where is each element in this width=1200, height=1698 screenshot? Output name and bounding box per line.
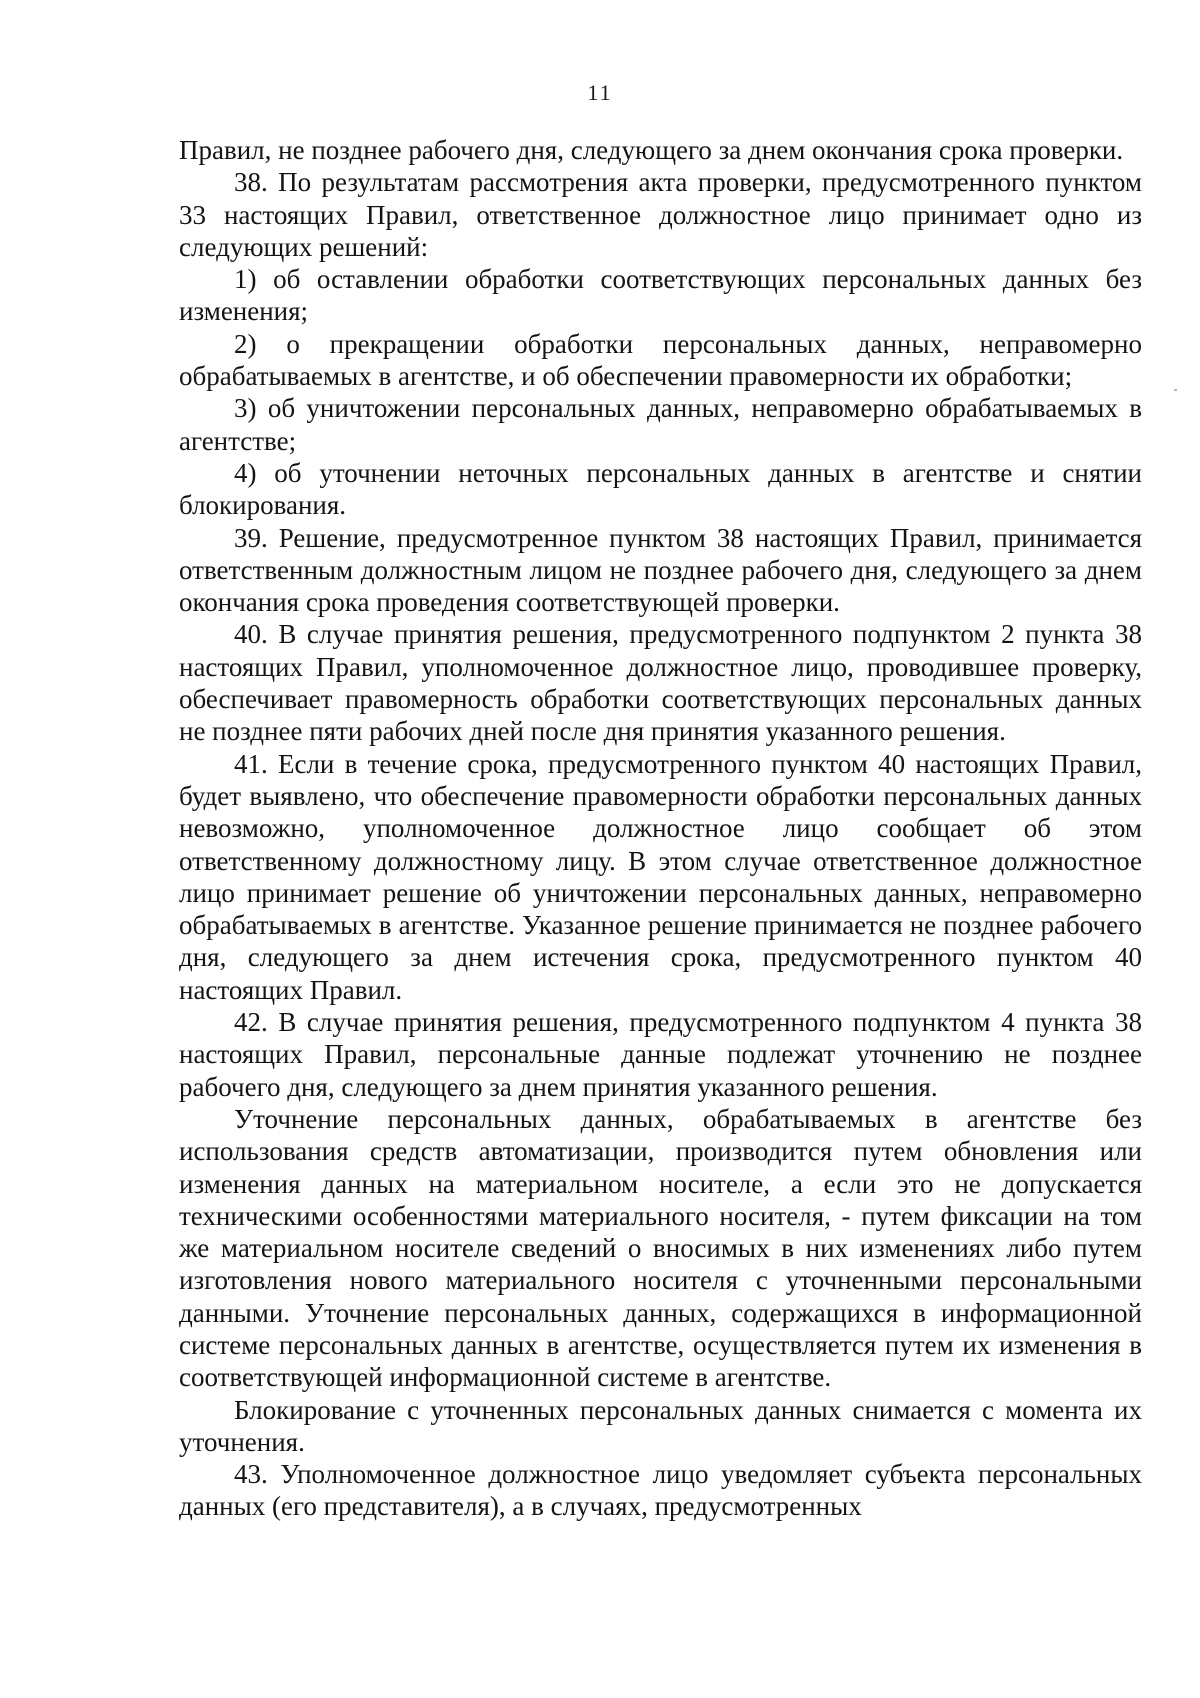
paragraph-item-38: 38. По результатам рассмотрения акта проверки, предусмотренного пунктом 33 настоящих Правил, ответственное должностное лицо принимает одно из следующих решений:: [179, 167, 1142, 262]
subitem-38-3: 3) об уничтожении персональных данных, неправомерно обрабатываемых в агентстве;: [179, 393, 1142, 456]
page-number: 11: [587, 80, 613, 105]
paragraph-item-40: 40. В случае принятия решения, предусмотренного подпунктом 2 пункта 38 настоящих Правил, уполномоченное должностное лицо, проводившее проверку, обеспечивает правомерность обработки соответствующих персональных данных не позднее пяти рабочих дней после дня принятия указанного решения.: [179, 619, 1142, 747]
paragraph-clarification: Уточнение персональных данных, обрабатываемых в агентстве без использования средств автоматизации, производится путем обновления или изменения данных на материальном носителе, а если это не допускается техническими особенностями материального носителя, - путем фиксации на том же материальном носителе сведений о вносимых в них изменениях либо путем изготовления нового материального носителя с уточненными персональными данными. Уточнение персональных данных, содержащихся в информационной системе персональных данных в агентстве, осуществляется путем их изменения в соответствующей информационной системе в агентстве.: [179, 1103, 1142, 1393]
paragraph-unblocking: Блокирование с уточненных персональных данных снимается с момента их уточнения.: [179, 1394, 1142, 1457]
subitem-38-2: 2) о прекращении обработки персональных данных, неправомерно обрабатываемых в агентстве, и об обеспечении правомерности их обработки;: [179, 328, 1142, 392]
subitem-38-1: 1) об оставлении обработки соответствующих персональных данных без изменения;: [179, 264, 1142, 327]
paragraph-item-42: 42. В случае принятия решения, предусмотренного подпунктом 4 пункта 38 настоящих Правил, персональные данные подлежат уточнению не позднее рабочего дня, следующего за днем принятия указанного решения.: [179, 1007, 1142, 1102]
document-body: [179, 134, 1142, 1523]
paragraph-continuation: Правил, не позднее рабочего дня, следующего за днем окончания срока проверки.: [179, 135, 1124, 165]
subitem-38-4: 4) об уточнении неточных персональных данных в агентстве и снятии блокирования.: [179, 457, 1142, 521]
paragraph-item-39: 39. Решение, предусмотренное пунктом 38 настоящих Правил, принимается ответственным должностным лицом не позднее рабочего дня, следующего за днем окончания срока проведения соответствующей проверки.: [179, 522, 1142, 618]
paragraph-item-43: 43. Уполномоченное должностное лицо уведомляет субъекта персональных данных (его представителя), а в случаях, предусмотренных: [179, 1459, 1142, 1522]
paragraph-item-41: 41. Если в течение срока, предусмотренного пунктом 40 настоящих Правил, будет выявлено, что обеспечение правомерности обработки персональных данных невозможно, уполномоченное должностное лицо сообщает об этом ответственному должностному лицу. В этом случае ответственное должностное лицо принимает решение об уничтожении персональных данных, неправомерно обрабатываемых в агентстве. Указанное решение принимается не позднее рабочего дня, следующего за днем истечения срока, предусмотренного пунктом 40 настоящих Правил.: [179, 748, 1142, 1005]
scan-artifact: [1174, 389, 1177, 391]
